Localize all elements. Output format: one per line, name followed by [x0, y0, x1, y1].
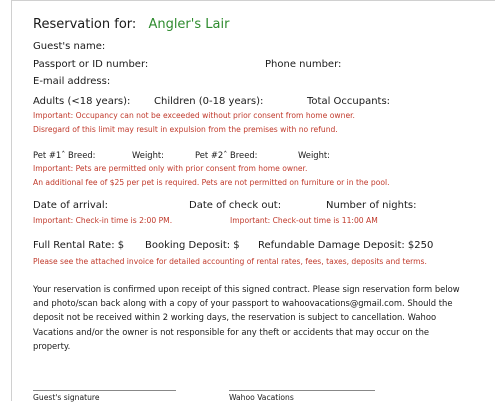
- company-signature-line: [229, 390, 375, 391]
- reservation-form: [11, 0, 495, 401]
- guest-signature-label: Guest's signature: [33, 393, 100, 402]
- full-rental-rate-label: Full Rental Rate: $: [33, 240, 125, 251]
- invoice-note: Please see the attached invoice for detailed accounting of rental rates, fees, taxes, deposits and terms.: [33, 257, 427, 266]
- pet2-weight-label: Weight:: [298, 150, 330, 160]
- passport-label: Passport or ID number:: [33, 59, 149, 70]
- terms-line-5: property.: [33, 341, 71, 351]
- guest-signature-line[interactable]: [33, 390, 176, 391]
- pet2-breed-label: Pet #2ˆ Breed:: [195, 150, 258, 160]
- checkin-time-note: Important: Check-in time is 2:00 PM.: [33, 216, 173, 225]
- checkout-time-note: Important: Check-out time is 11:00 AM: [230, 216, 378, 225]
- reservation-header: [33, 18, 229, 31]
- adults-label: Adults (<18 years):: [33, 96, 131, 107]
- occupancy-note: Important: Occupancy can not be exceeded without prior consent from home owner.: [33, 111, 355, 120]
- booking-deposit-label: Booking Deposit: $: [145, 240, 240, 251]
- pet1-weight-label: Weight:: [132, 150, 164, 160]
- company-signature-label: Wahoo Vacations: [229, 393, 294, 402]
- total-occupants-label: Total Occupants:: [307, 96, 391, 107]
- pet-consent-note: Important: Pets are permitted only with prior consent from home owner.: [33, 164, 308, 173]
- guest-name-label: Guest's name:: [33, 41, 106, 52]
- pet-fee-note: An additional fee of $25 per pet is required. Pets are not permitted on furniture or in the pool.: [33, 178, 390, 187]
- occupancy-warning: Disregard of this limit may result in expulsion from the premises with no refund.: [33, 125, 338, 134]
- damage-deposit-label: Refundable Damage Deposit: $250: [258, 240, 434, 251]
- checkout-date-label: Date of check out:: [189, 200, 282, 211]
- nights-label: Number of nights:: [326, 200, 417, 211]
- terms-line-2: and photo/scan back along with a copy of your passport to wahoovacations@gmail.com. Should the: [33, 298, 453, 308]
- phone-label: Phone number:: [265, 59, 342, 70]
- terms-line-1: Your reservation is confirmed upon receipt of this signed contract. Please sign reservation form below: [33, 284, 460, 294]
- terms-line-3: deposit not be received within 2 working days, the reservation is subject to cancellation. Wahoo: [33, 312, 437, 322]
- email-label: E-mail address:: [33, 76, 111, 87]
- terms-line-4: Vacations and/or the owner is not responsible for any theft or accidents that may occur on the: [33, 327, 430, 337]
- property-name: Angler's Lair: [148, 17, 230, 32]
- reservation-label: Reservation for:: [33, 17, 137, 32]
- pet1-breed-label: Pet #1ˆ Breed:: [33, 150, 96, 160]
- arrival-date-label: Date of arrival:: [33, 200, 109, 211]
- children-label: Children (0-18 years):: [154, 96, 264, 107]
